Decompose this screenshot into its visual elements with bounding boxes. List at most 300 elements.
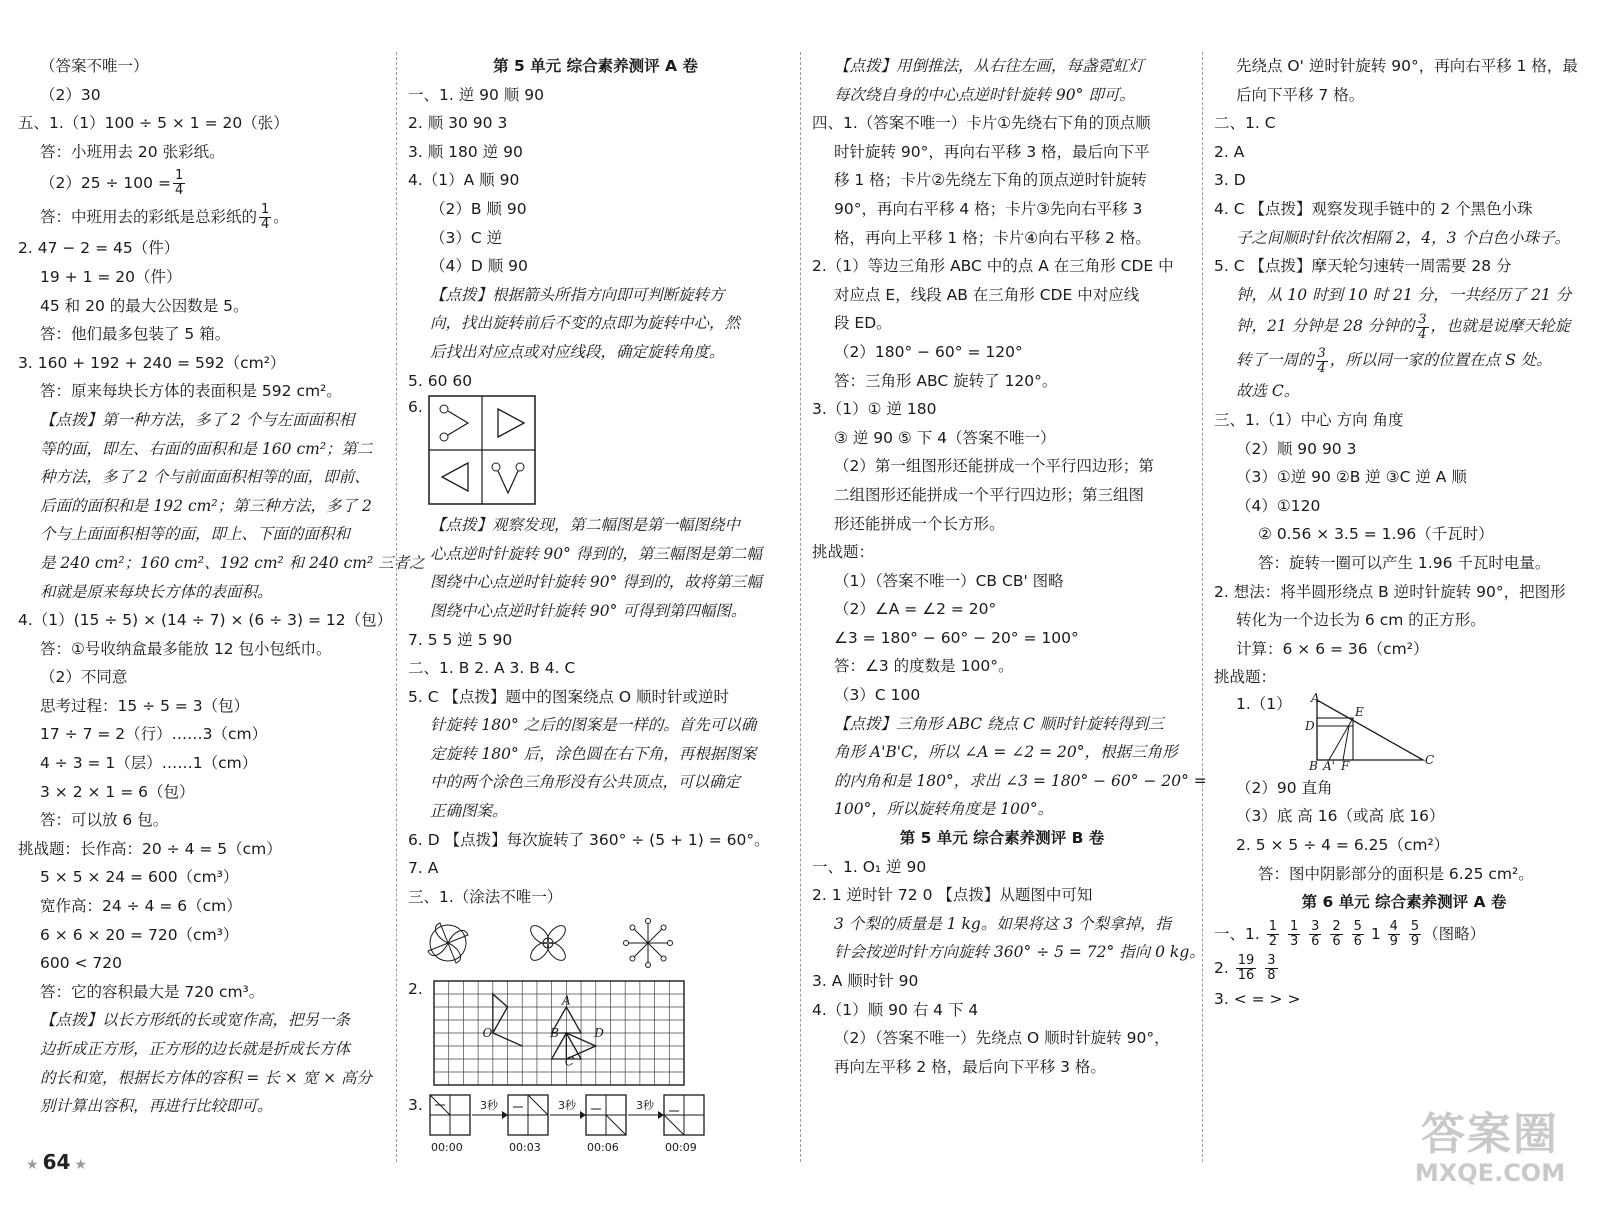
- answer-text: 四、1.（答案不唯一）卡片①先绕右下角的顶点顺: [812, 114, 1151, 133]
- answer-text: 1: [1365, 924, 1386, 943]
- answer-text: 五、1.（1）100 ÷ 5 × 1 = 20（张）: [18, 114, 289, 133]
- answer-line: [1214, 166, 1594, 195]
- answer-line: [18, 921, 383, 950]
- answer-line: [812, 853, 1192, 882]
- answer-text: 图绕中心点逆时针旋转 90° 得到的，故将第三幅: [430, 573, 762, 592]
- triangle-shape: [442, 463, 468, 491]
- answer-text: 2. 5 × 5 ÷ 4 = 6.25（cm²）: [1236, 836, 1450, 855]
- answer-line: [18, 463, 383, 492]
- answer-line: [1214, 802, 1594, 831]
- answer-line: [812, 710, 1192, 739]
- answer-text: 5 × 5 × 24 = 600（cm³）: [40, 868, 239, 887]
- answer-line: [408, 540, 783, 569]
- answer-text: 7. 5 5 逆 5 90: [408, 630, 513, 649]
- answer-text: 90°，再向右平移 4 格；卡片③先向右平移 3: [834, 199, 1143, 218]
- small-circle: [440, 405, 448, 413]
- answer-text: 2. 想法：将半圆形绕点 B 逆时针旋转 90°，把图形: [1214, 582, 1566, 601]
- small-circle: [516, 463, 524, 471]
- section-header: [812, 824, 1192, 853]
- answer-line: [812, 910, 1192, 939]
- answer-text: 答：中班用去的彩纸是总彩纸的: [40, 208, 258, 227]
- answer-text: 挑战题：长作高：20 ÷ 4 = 5（cm）: [18, 839, 282, 858]
- answer-text: 一、1. 逆 90 顺 90: [408, 85, 544, 104]
- answer-text: 100°，所以旋转角度是 100°。: [834, 800, 1054, 819]
- answer-line: [408, 338, 783, 367]
- point-label-d: D: [594, 1026, 604, 1041]
- answer-text: 计算：6 × 6 = 36（cm²）: [1236, 639, 1429, 658]
- answer-line: [18, 263, 383, 292]
- answer-line: [408, 883, 783, 912]
- answer-line: [1214, 663, 1594, 692]
- answer-line: [18, 835, 383, 864]
- fraction: $\frac{1}{2}$: [1268, 918, 1278, 949]
- answer-text: 【点拨】以长方形纸的长或宽作高，把另一条: [40, 1011, 351, 1030]
- flower-petal: [544, 923, 568, 947]
- answer-line: [812, 109, 1192, 138]
- answer-text: （2）90 直角: [1236, 778, 1333, 797]
- answer-text: 三、1.（1）中心 方向 角度: [1214, 410, 1404, 429]
- answer-text: 3.: [408, 1096, 423, 1115]
- answer-text: 600 < 720: [40, 954, 123, 973]
- answer-text: 【点拨】用倒推法，从右往左画，每盏霓虹灯: [834, 57, 1145, 75]
- answer-line: [408, 252, 783, 281]
- small-circle: [440, 433, 448, 441]
- answer-text: 4.（1）A 顺 90: [408, 171, 520, 190]
- answer-text: 2.: [408, 980, 423, 999]
- inner-square: [1317, 718, 1353, 760]
- answer-line: [1214, 138, 1594, 167]
- answer-line: [18, 749, 383, 778]
- arrow-head: [580, 1111, 586, 1119]
- point-label-b: B: [549, 1026, 559, 1041]
- panel-line: [606, 1115, 626, 1135]
- answer-text: ，也就是说摩天轮旋: [1430, 317, 1571, 336]
- answer-text: 宽作高：24 ÷ 4 = 6（cm）: [40, 897, 242, 916]
- answer-text: 2.（1）等边三角形 ABC 中的点 A 在三角形 CDE 中: [812, 257, 1174, 276]
- starburst-dot: [668, 941, 673, 946]
- answer-line: [812, 510, 1192, 539]
- answer-line: [18, 892, 383, 921]
- answer-line: [18, 1064, 383, 1093]
- starburst-ray: [634, 929, 648, 943]
- answer-line: [812, 624, 1192, 653]
- section-header: [408, 52, 783, 81]
- answer-line: [812, 195, 1192, 224]
- answer-line: [18, 978, 383, 1007]
- answer-text: 对应点 E，线段 AB 在三角形 CDE 中对应线: [834, 285, 1140, 304]
- starburst-ray: [648, 929, 662, 943]
- answer-text: 6. D 【点拨】每次旋转了 360° ÷ (5 + 1) = 60°。: [408, 830, 770, 849]
- segment-line: [1329, 718, 1353, 760]
- answer-line: [18, 349, 383, 378]
- answer-line: [408, 826, 783, 855]
- answer-line: [18, 520, 383, 549]
- answer-line: [1214, 309, 1594, 343]
- answer-text: 针旋转 180° 之后的图案是一样的。首先可以确: [430, 716, 757, 735]
- answer-text: ∠3 = 180° − 60° − 20° = 100°: [834, 628, 1079, 647]
- answer-text: 3.（1）① 逆 180: [812, 400, 937, 419]
- answer-line: [408, 138, 783, 167]
- answer-text: 4.（1）(15 ÷ 5) × (14 ÷ 7) × (6 ÷ 3) = 12（包）: [18, 611, 393, 630]
- starburst-dot: [646, 919, 651, 924]
- answer-line: [408, 367, 783, 396]
- fraction: $\frac{2}{6}$: [1332, 918, 1341, 949]
- answer-line: [1214, 343, 1594, 377]
- answer-text: 2.: [1214, 958, 1229, 977]
- answer-line: [18, 52, 383, 81]
- answer-text: 4. C 【点拨】观察发现手链中的 2 个黑色小珠: [1214, 199, 1533, 218]
- answer-text: 故选 C。: [1236, 382, 1300, 401]
- answer-line: [1214, 831, 1594, 860]
- answer-text: 【点拨】观察发现，第二幅图是第一幅图绕中: [430, 516, 741, 535]
- point-label-d: D: [1304, 718, 1315, 733]
- answer-text: 5. C 【点拨】题中的图案绕点 O 顺时针或逆时: [408, 687, 730, 706]
- answer-text: （图略）: [1423, 924, 1486, 943]
- fraction: $\frac{1}{4}$: [261, 202, 270, 233]
- answer-line: [408, 797, 783, 826]
- answer-text: （2）不同意: [40, 668, 128, 687]
- starburst-pattern: [624, 919, 673, 968]
- point-label-b: B: [1308, 758, 1318, 773]
- answer-text: （4）①120: [1236, 496, 1321, 515]
- fraction: $\frac{19}{16}$: [1237, 952, 1255, 983]
- answer-text: （答案不唯一）: [40, 57, 149, 75]
- triangle-square-figure: [1297, 692, 1437, 772]
- column-divider: [396, 52, 397, 1162]
- point-label-c: C: [1424, 752, 1434, 767]
- answer-text: 子之间顺时针依次相隔 2，4，3 个白色小珠子。: [1236, 228, 1570, 247]
- answer-text: 3. 顺 180 逆 90: [408, 142, 523, 161]
- starburst-dot: [624, 941, 629, 946]
- answer-line: [18, 320, 383, 349]
- answer-text: 第 6 单元 综合素养测评 A 卷: [1301, 893, 1507, 912]
- answer-text: 【点拨】第一种方法，多了 2 个与左面面积相: [40, 410, 355, 429]
- fraction: $\frac{1}{3}$: [1289, 918, 1299, 949]
- answer-text: 转化为一个边长为 6 cm 的正方形。: [1236, 611, 1486, 630]
- answer-line: [18, 863, 383, 892]
- answer-line: [1214, 520, 1594, 549]
- answer-line: [1214, 195, 1594, 224]
- answer-line: [408, 768, 783, 797]
- interval-label: 3秒: [479, 1099, 498, 1113]
- answer-column-2: [408, 52, 783, 1159]
- answer-text: 3 × 2 × 1 = 6（包）: [40, 782, 195, 801]
- answer-line: [1214, 635, 1594, 664]
- answer-text: （2）B 顺 90: [430, 199, 527, 218]
- point-label-e: E: [1354, 704, 1364, 719]
- answer-text: 6 × 6 × 20 = 720（cm³）: [40, 925, 239, 944]
- answer-line: [18, 1035, 383, 1064]
- answer-line: [408, 224, 783, 253]
- fraction: $\frac{3}{8}$: [1267, 952, 1276, 983]
- answer-text: 答：三角形 ABC 旋转了 120°。: [834, 371, 1058, 390]
- answer-line: [18, 606, 393, 635]
- answer-line: [408, 309, 783, 338]
- fraction: $\frac{3}{6}$: [1311, 918, 1320, 949]
- answer-text: ② 0.56 × 3.5 = 1.96（千瓦时）: [1258, 525, 1494, 544]
- answer-text: （3）①逆 90 ②B 逆 ③C 逆 A 顺: [1236, 468, 1467, 487]
- answer-line: [812, 681, 1192, 710]
- answer-text: 挑战题：: [1214, 668, 1277, 687]
- answer-text: 3. D: [1214, 171, 1246, 190]
- answer-text: ③ 逆 90 ⑤ 下 4（答案不唯一）: [834, 428, 1056, 447]
- answer-line: [812, 538, 1192, 567]
- answer-line: [408, 654, 783, 683]
- answer-line: [18, 578, 383, 607]
- fraction: $\frac{4}{9}$: [1389, 918, 1398, 949]
- answer-line: [812, 338, 1192, 367]
- answer-text: 一、1.: [1214, 924, 1260, 943]
- answer-text: 答：图中阴影部分的面积是 6.25 cm²。: [1258, 864, 1534, 883]
- pinwheel-pattern: [428, 923, 468, 963]
- answer-text: 3. 160 + 192 + 240 = 592（cm²）: [18, 353, 286, 372]
- answer-text: 二、1. B 2. A 3. B 4. C: [408, 659, 576, 678]
- answer-line: [1214, 578, 1594, 607]
- answer-text: 角形 A'B'C，所以 ∠A = ∠2 = 20°，根据三角形: [834, 743, 1178, 762]
- point-label-a: A: [561, 993, 571, 1008]
- answer-text: （2）30: [40, 85, 101, 104]
- answer-text: 是 240 cm²；160 cm²、192 cm² 和 240 cm² 三者之: [40, 553, 425, 572]
- fraction: $\frac{3}{4}$: [1317, 345, 1326, 376]
- answer-line: [1214, 377, 1594, 406]
- section-header: [1214, 888, 1594, 917]
- answer-line: [18, 81, 383, 110]
- column-divider: [1202, 52, 1203, 1162]
- answer-line: [812, 881, 1192, 910]
- answer-text: 钟，从 10 时到 10 时 21 分，一共经历了 21 分: [1236, 285, 1572, 304]
- answer-text: 转了一周的: [1236, 351, 1314, 370]
- answer-text: 定旋转 180° 后，涂色圆在右下角，再根据图案: [430, 744, 757, 763]
- answer-text: 三、1.（涂法不唯一）: [408, 887, 563, 906]
- answer-text: 心点逆时针旋转 90° 得到的，第三幅图是第二幅: [430, 544, 762, 563]
- answer-text: 钟，21 分钟是 28 分钟的: [1236, 317, 1415, 336]
- answer-text: 17 ÷ 7 = 2（行）……3（cm）: [40, 725, 268, 744]
- answer-line: [812, 938, 1205, 967]
- answer-column-3: [812, 52, 1207, 1081]
- answer-text: 中的两个涂色三角形没有公共顶点，可以确定: [430, 773, 741, 792]
- answer-line: [18, 720, 383, 749]
- right-triangle: [1317, 700, 1423, 760]
- answer-text: 。: [273, 208, 289, 227]
- answer-line: [1214, 774, 1594, 803]
- answer-text: 答：原来每块长方体的表面积是 592 cm²。: [40, 382, 342, 401]
- answer-line: [812, 424, 1192, 453]
- answer-line: [812, 652, 1192, 681]
- answer-line: [18, 949, 383, 978]
- answer-text: 5. C 【点拨】摩天轮匀速转一周需要 28 分: [1214, 257, 1512, 276]
- rotation-square-grid-figure: [428, 977, 690, 1089]
- answer-text: 答：小班用去 20 张彩纸。: [40, 142, 225, 161]
- fraction: $\frac{3}{4}$: [1418, 311, 1427, 342]
- answer-text: 别计算出容积，再进行比较即可。: [40, 1097, 273, 1116]
- answer-text: 【点拨】三角形 ABC 绕点 C 顺时针旋转得到三: [834, 714, 1164, 733]
- answer-text: 4 ÷ 3 = 1（层）……1（cm）: [40, 754, 258, 773]
- answer-text: 种方法，多了 2 个与前面面积相等的面，即前、: [40, 468, 370, 487]
- answer-line: [18, 1006, 383, 1035]
- answer-line: [408, 511, 783, 540]
- answer-text: 19 + 1 = 20（件）: [40, 267, 182, 286]
- answer-text: 的长和宽，根据长方体的容积 = 长 × 宽 × 高分: [40, 1068, 373, 1087]
- answer-text: 答：可以放 6 包。: [40, 811, 169, 830]
- answer-line: [408, 711, 783, 740]
- answer-line: [18, 663, 383, 692]
- answer-line: [812, 767, 1207, 796]
- answer-text: （2）第一组图形还能拼成一个平行四边形；第: [834, 457, 1154, 476]
- answer-line: [408, 195, 783, 224]
- interval-label: 3秒: [635, 1099, 654, 1113]
- answer-text: 2. 顺 30 90 3: [408, 114, 508, 133]
- v-shape: [498, 471, 518, 493]
- answer-line: [812, 738, 1192, 767]
- answer-line: [18, 166, 383, 200]
- answer-line: [812, 367, 1192, 396]
- answer-text: 答：旋转一圈可以产生 1.96 千瓦时电量。: [1258, 553, 1551, 572]
- answer-line: [812, 224, 1192, 253]
- answer-line: [408, 597, 783, 626]
- answer-line: [1214, 860, 1594, 889]
- watermark-logo: 答案圈 MXQE.COM: [1414, 1109, 1566, 1187]
- answer-text: 后向下平移 7 格。: [1236, 85, 1365, 104]
- answer-text: 移 1 格；卡片②先绕左下角的顶点逆时针旋转: [834, 171, 1147, 190]
- answer-line: [812, 996, 1192, 1025]
- flower-petal: [544, 940, 568, 964]
- answer-text: 3. < = > >: [1214, 989, 1301, 1008]
- answer-line: [18, 292, 383, 321]
- answer-line: [1214, 435, 1594, 464]
- answer-line: [18, 406, 383, 435]
- interval-label: 3秒: [557, 1099, 576, 1113]
- answer-text: 答：它的容积最大是 720 cm³。: [40, 982, 265, 1001]
- point-label-c: C: [564, 1054, 574, 1069]
- clock-time-label: 00:06: [586, 1141, 619, 1155]
- answer-text: 形还能拼成一个长方形。: [834, 514, 1005, 533]
- answer-line: [18, 1092, 383, 1121]
- answer-text: 时针旋转 90°，再向右平移 3 格，最后向下平: [834, 142, 1150, 161]
- column-divider: [800, 52, 801, 1162]
- answer-text: 45 和 20 的最大公因数是 5。: [40, 296, 249, 315]
- answer-text: （1）（答案不唯一）CB CB' 图略: [834, 571, 1064, 590]
- answer-line: [812, 1024, 1192, 1053]
- answer-text: 和就是原来每块长方体的表面积。: [40, 582, 273, 601]
- answer-text: 1.（1）: [1236, 694, 1292, 713]
- panel-line: [528, 1095, 548, 1115]
- page-number: ★ 64 ★: [26, 1150, 87, 1174]
- answer-text: （3）底 高 16（或高 底 16）: [1236, 807, 1445, 826]
- answer-text: 边折成正方形，正方形的边长就是折成长方体: [40, 1040, 351, 1058]
- answer-line: [408, 683, 783, 712]
- answer-text: 格，再向上平移 1 格；卡片④向右平移 2 格。: [834, 228, 1151, 247]
- light-sequence-figure: [428, 1093, 718, 1157]
- answer-text: （2）∠A = ∠2 = 20°: [834, 600, 997, 619]
- answer-text: 段 ED。: [834, 314, 892, 333]
- answer-text: 2. 47 − 2 = 45（件）: [18, 239, 180, 258]
- answer-line: [408, 109, 783, 138]
- answer-column-4: [1214, 52, 1594, 1013]
- answer-text: 挑战题：: [812, 543, 875, 562]
- answer-text: 2. A: [1214, 142, 1245, 161]
- answer-line: [1214, 463, 1594, 492]
- answer-line: [812, 252, 1192, 281]
- answer-line: [812, 281, 1192, 310]
- answer-text: 的内角和是 180°，求出 ∠3 = 180° − 60° − 20° =: [834, 771, 1207, 790]
- answer-line: [812, 52, 1192, 81]
- light-panel: [586, 1095, 626, 1135]
- point-label-o: O: [482, 1026, 493, 1041]
- answer-text: 个与上面面积相等的面，即上、下面的面积和: [40, 525, 351, 544]
- fraction: $\frac{1}{4}$: [174, 168, 184, 199]
- answer-line: [812, 795, 1192, 824]
- answer-line: [1214, 985, 1594, 1014]
- answer-line: [408, 395, 783, 511]
- answer-line: [18, 806, 383, 835]
- answer-line: [812, 309, 1192, 338]
- answer-line: [1214, 692, 1594, 774]
- answer-line: [408, 977, 783, 1093]
- light-panel: [430, 1095, 470, 1135]
- answer-line: [1214, 492, 1594, 521]
- answer-text: 第 5 单元 综合素养测评 B 卷: [899, 829, 1105, 848]
- answer-text: 3. A 顺时针 90: [812, 972, 919, 990]
- panel-line: [664, 1115, 684, 1135]
- answer-text: （4）D 顺 90: [430, 257, 528, 276]
- answer-line: [1214, 224, 1594, 253]
- answer-line: [408, 81, 783, 110]
- answer-line: [408, 740, 783, 769]
- answer-text: 再向左平移 2 格，最后向下平移 3 格。: [834, 1057, 1106, 1076]
- answer-line: [812, 395, 1192, 424]
- answer-text: 一、1. O₁ 逆 90: [812, 857, 927, 876]
- answer-text: 3 个梨的质量是 1 kg。如果将这 3 个梨拿掉，指: [834, 914, 1172, 933]
- answer-line: [812, 567, 1192, 596]
- answer-line: [1214, 252, 1594, 281]
- answer-text: （2）（答案不唯一）先绕点 O 顺时针旋转 90°，: [834, 1029, 1170, 1048]
- answer-line: [18, 492, 383, 521]
- answer-line: [1214, 917, 1594, 951]
- answer-line: [1214, 606, 1594, 635]
- answer-line: [18, 377, 383, 406]
- answer-line: [812, 1053, 1192, 1082]
- answer-text: 答：∠3 的度数是 100°。: [834, 657, 1014, 676]
- light-panel: [508, 1095, 548, 1135]
- answer-line: [408, 854, 783, 883]
- answer-text: 思考过程：15 ÷ 5 = 3（包）: [40, 696, 250, 715]
- answer-line: [18, 778, 383, 807]
- point-label-f: F: [1340, 758, 1349, 773]
- flower-petal: [527, 940, 551, 964]
- starburst-ray: [634, 943, 648, 957]
- pinwheel-patterns-figure: [408, 911, 708, 975]
- flower-petal: [527, 923, 551, 947]
- answer-line: [18, 635, 383, 664]
- answer-line: [1214, 52, 1594, 81]
- answer-text: 答：他们最多包装了 5 箱。: [40, 325, 231, 344]
- answer-line: [1214, 951, 1594, 985]
- answer-line: [18, 234, 383, 263]
- point-label-a: A: [1310, 690, 1320, 705]
- answer-text: 向，找出旋转前后不变的点即为旋转中心，然: [430, 314, 741, 333]
- answer-line: [408, 1093, 783, 1159]
- triangle-shape: [498, 409, 524, 437]
- answer-text: 6.: [408, 398, 423, 417]
- v-shape: [448, 411, 468, 435]
- flower-pattern: [527, 923, 568, 964]
- answer-line: [1214, 281, 1594, 310]
- starburst-ray: [648, 943, 662, 957]
- answer-line: [18, 549, 425, 578]
- answer-text: ，所以同一家的位置在点 S 处。: [1329, 351, 1552, 370]
- answer-line: [408, 911, 783, 977]
- starburst-dot: [646, 963, 651, 968]
